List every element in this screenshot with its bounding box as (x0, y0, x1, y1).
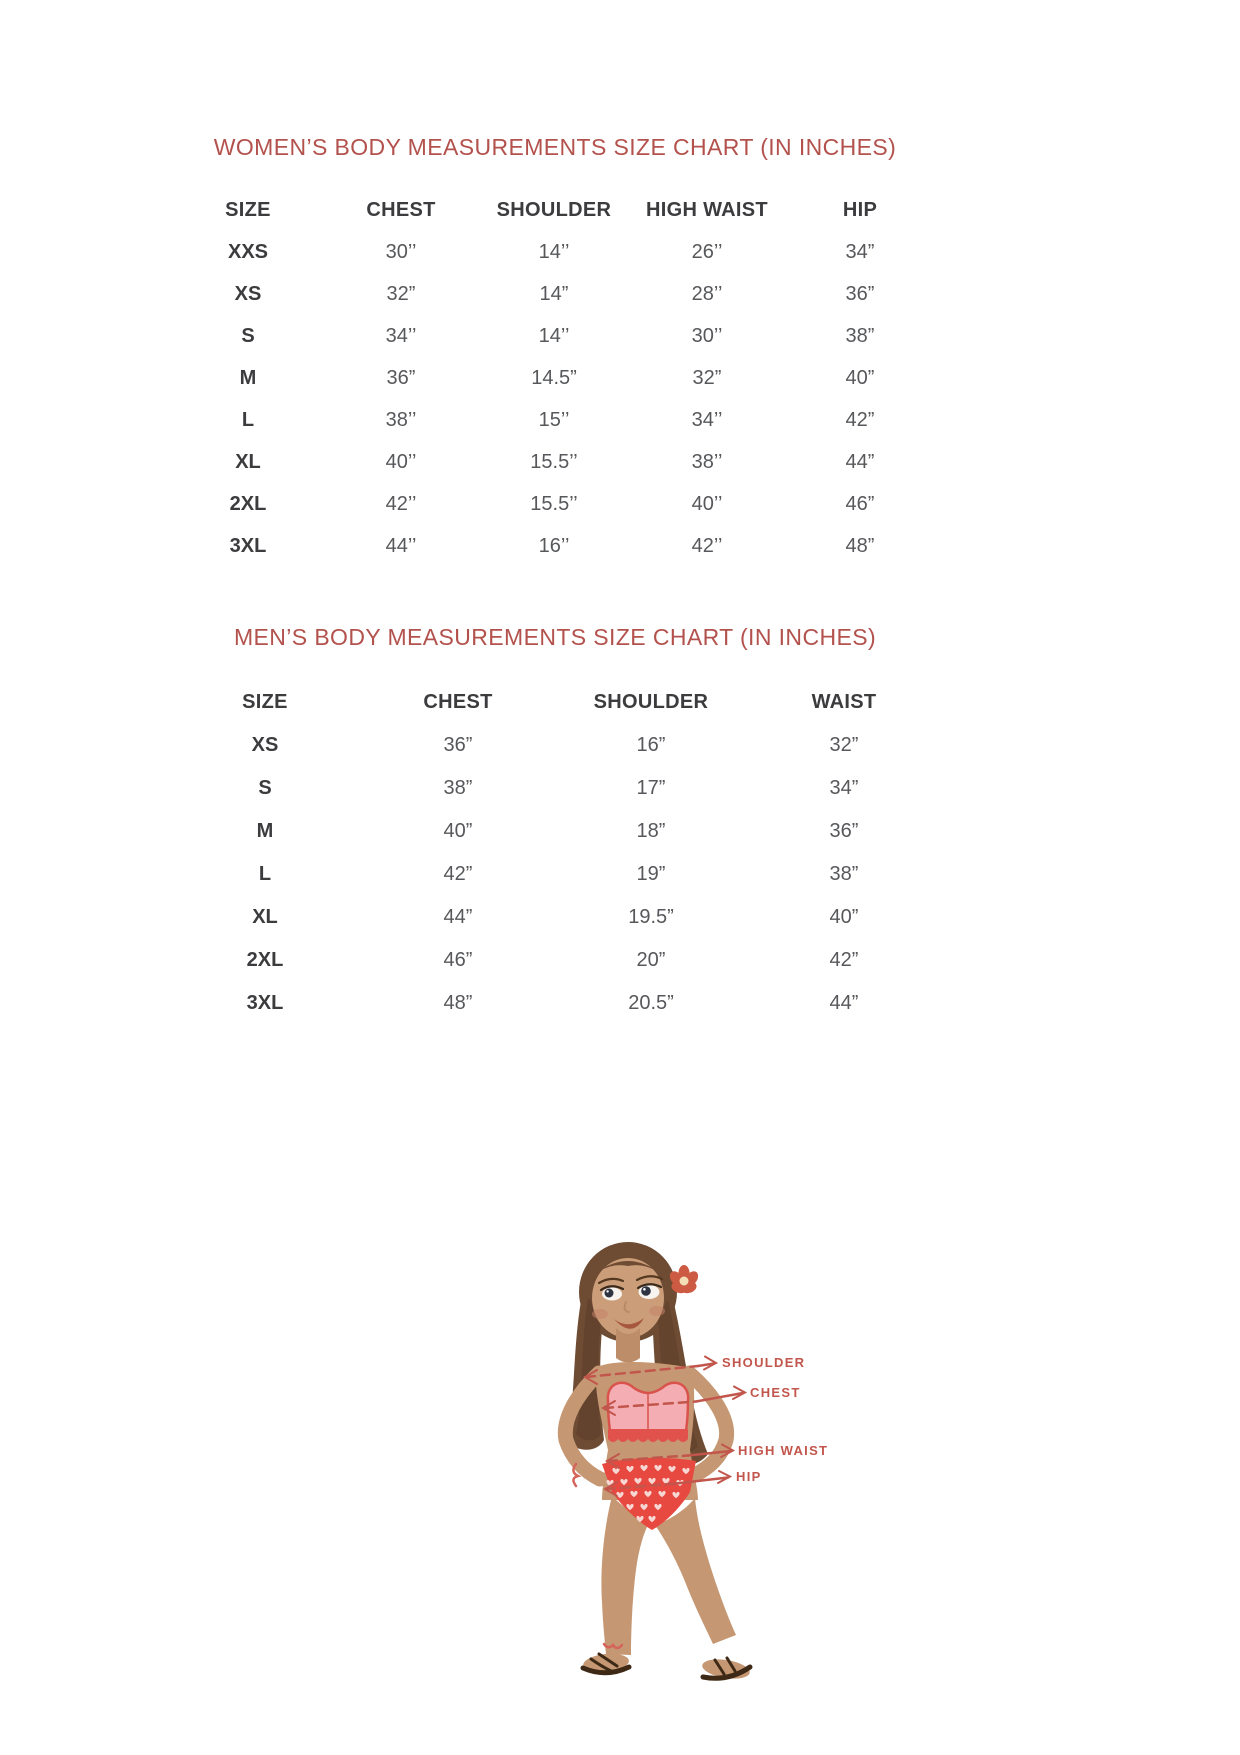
hip-annotation-label: HIP (736, 1469, 762, 1484)
measurement-illustration (500, 1240, 840, 1710)
column-header: CHEST (366, 198, 436, 221)
measurement-value: 14’’ (538, 324, 570, 347)
column-header: HIGH WAIST (646, 198, 768, 221)
size-label: 2XL (229, 492, 267, 515)
measurement-value: 20” (636, 949, 666, 971)
measurement-value: 34’’ (385, 324, 417, 347)
measurement-value: 34’’ (691, 408, 723, 431)
measurement-value: 46” (443, 949, 473, 971)
measurement-value: 16’’ (538, 534, 570, 557)
measurement-value: 28’’ (691, 282, 723, 305)
measurement-value: 38’’ (691, 450, 723, 473)
measurement-value: 14.5” (531, 366, 577, 389)
size-label: XS (251, 734, 279, 756)
column-header: SHOULDER (496, 198, 612, 221)
size-label: M (256, 820, 274, 842)
sandals (582, 1652, 751, 1682)
measurement-value: 26’’ (691, 240, 723, 263)
high-waist-annotation-label: HIGH WAIST (738, 1443, 829, 1458)
measurement-value: 14” (539, 282, 569, 305)
measurement-value: 38” (829, 863, 859, 885)
measurement-value: 40” (829, 906, 859, 928)
measurement-value: 16” (636, 734, 666, 756)
measurement-value: 36” (443, 734, 473, 756)
size-label: XS (234, 282, 262, 305)
size-label: XXS (227, 240, 269, 263)
column-header: SIZE (242, 691, 288, 713)
measurement-value: 44” (829, 992, 859, 1014)
measurement-value: 40’’ (691, 492, 723, 515)
measurement-value: 38’’ (385, 408, 417, 431)
measurement-value: 40” (845, 366, 875, 389)
measurement-value: 34” (829, 777, 859, 799)
measurement-value: 42” (829, 949, 859, 971)
measurement-value: 15’’ (538, 408, 570, 431)
measurement-value: 17” (636, 777, 666, 799)
measurement-value: 32” (829, 734, 859, 756)
measurement-value: 32” (386, 282, 416, 305)
measurement-value: 42” (443, 863, 473, 885)
measurement-value: 36” (386, 366, 416, 389)
measurement-value: 15.5’’ (530, 450, 578, 473)
measurement-value: 42’’ (385, 492, 417, 515)
measurement-value: 19.5” (628, 906, 674, 928)
woman-figure-drawing (500, 1240, 840, 1710)
measurement-value: 19” (636, 863, 666, 885)
size-label: 3XL (246, 992, 284, 1014)
women-size-table (183, 189, 925, 567)
measurement-value: 32” (692, 366, 722, 389)
column-header: WAIST (811, 691, 877, 713)
measurement-value: 38” (845, 324, 875, 347)
measurement-value: 36” (845, 282, 875, 305)
measurement-value: 14’’ (538, 240, 570, 263)
column-header: SHOULDER (593, 691, 709, 713)
size-label: 2XL (246, 949, 284, 971)
men-chart-title: MEN’S BODY MEASUREMENTS SIZE CHART (IN INCHES) (233, 624, 877, 650)
measurement-value: 48” (845, 534, 875, 557)
shoulder-annotation-label: SHOULDER (722, 1355, 806, 1370)
measurement-value: 30’’ (691, 324, 723, 347)
measurement-value: 40’’ (385, 450, 417, 473)
size-label: XL (252, 906, 278, 928)
measurement-value: 18” (636, 820, 666, 842)
size-label: L (258, 863, 272, 885)
size-label: 3XL (229, 534, 267, 557)
column-header: CHEST (423, 691, 493, 713)
column-header: HIP (842, 198, 878, 221)
size-label: XL (235, 450, 261, 473)
measurement-value: 30’’ (385, 240, 417, 263)
measurement-value: 15.5’’ (530, 492, 578, 515)
measurement-value: 20.5” (628, 992, 674, 1014)
measurement-value: 42’’ (691, 534, 723, 557)
measurement-value: 42” (845, 408, 875, 431)
measurement-value: 44” (845, 450, 875, 473)
measurement-value: 34” (845, 240, 875, 263)
size-label: S (241, 324, 255, 347)
chest-annotation-label: CHEST (750, 1385, 801, 1400)
measurement-value: 44” (443, 906, 473, 928)
legs (601, 1496, 736, 1655)
measurement-value: 38” (443, 777, 473, 799)
size-label: S (258, 777, 272, 799)
measurement-value: 40” (443, 820, 473, 842)
measurement-value: 36” (829, 820, 859, 842)
women-chart-title: WOMEN’S BODY MEASUREMENTS SIZE CHART (IN INCHES) (213, 134, 897, 160)
size-label: L (241, 408, 255, 431)
measurement-value: 46” (845, 492, 875, 515)
size-label: M (239, 366, 257, 389)
measurement-value: 48” (443, 992, 473, 1014)
men-size-table (185, 681, 924, 1025)
column-header: SIZE (225, 198, 271, 221)
measurement-value: 44’’ (385, 534, 417, 557)
